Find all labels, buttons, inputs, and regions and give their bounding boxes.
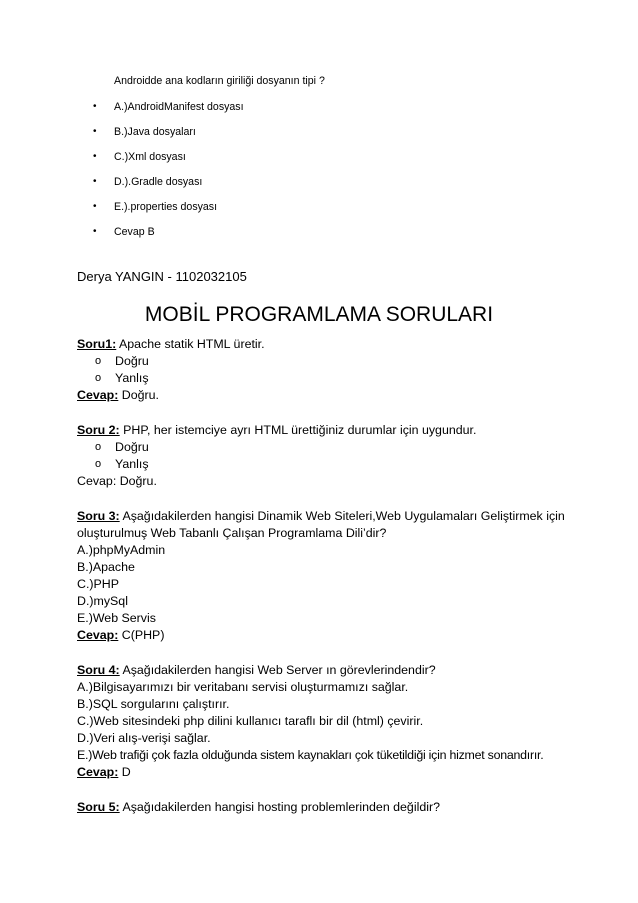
q2-answer: Cevap: Doğru.	[77, 474, 157, 488]
q4-option-e: E.)Web trafiği çok fazla olduğunda sistem kaynakları çok tüketildiği için hizmet sonandırır.	[77, 748, 544, 762]
question-text: PHP, her istemciye ayrı HTML ürettiğiniz durumlar için uygundur.	[119, 423, 477, 437]
circle-bullet-icon: o	[95, 355, 102, 367]
author-line: Derya YANGIN - 1102032105	[77, 269, 247, 284]
q2-option-2: Yanlış	[115, 457, 149, 471]
q4-option-c: C.)Web sitesindeki php dilini kullanıcı taraflı bir dil (html) çevirir.	[77, 714, 424, 728]
question-label: Soru 2:	[77, 423, 120, 437]
question-3	[77, 508, 565, 524]
q3-option-b: B.)Apache	[77, 560, 135, 574]
question-text: Aşağıdakilerden hangisi Web Server ın görevlerindendir?	[119, 663, 436, 677]
bullet-icon: •	[93, 226, 97, 237]
answer-label: Cevap:	[77, 628, 119, 642]
top-question-text: Androidde ana kodların giriliği dosyanın tipi ?	[114, 75, 325, 87]
q1-option-1: Doğru	[115, 354, 149, 368]
question-label: Soru1:	[77, 337, 117, 351]
question-2	[77, 422, 476, 438]
question-5	[77, 799, 440, 815]
question-label: Soru 3:	[77, 509, 120, 523]
q3-option-a: A.)phpMyAdmin	[77, 543, 166, 557]
circle-bullet-icon: o	[95, 372, 102, 384]
bullet-icon: •	[93, 151, 97, 162]
circle-bullet-icon: o	[95, 458, 102, 470]
answer-text: D	[118, 765, 131, 779]
q4-answer	[77, 764, 131, 780]
question-label: Soru 4:	[77, 663, 120, 677]
question-text: Aşağıdakilerden hangisi hosting problemlerinden değildir?	[119, 800, 440, 814]
circle-bullet-icon: o	[95, 441, 102, 453]
top-option-b: B.)Java dosyaları	[114, 126, 196, 138]
question-1	[77, 336, 265, 352]
bullet-icon: •	[93, 101, 97, 112]
document-title: MOBİL PROGRAMLAMA SORULARI	[144, 303, 494, 326]
q3-option-c: C.)PHP	[77, 577, 119, 591]
answer-label: Cevap:	[77, 765, 119, 779]
answer-text: Doğru.	[118, 388, 159, 402]
bullet-icon: •	[93, 201, 97, 212]
answer-label: Cevap:	[77, 388, 119, 402]
q2-option-1: Doğru	[115, 440, 149, 454]
q4-option-b: B.)SQL sorgularını çalıştırır.	[77, 697, 230, 711]
top-option-d: D.).Gradle dosyası	[114, 176, 203, 188]
q1-option-2: Yanlış	[115, 371, 149, 385]
q1-answer	[77, 387, 159, 403]
q3-answer	[77, 627, 164, 643]
bullet-icon: •	[93, 176, 97, 187]
top-option-c: C.)Xml dosyası	[114, 151, 186, 163]
top-option-a: A.)AndroidManifest dosyası	[114, 101, 244, 113]
bullet-icon: •	[93, 126, 97, 137]
top-option-e: E.).properties dosyası	[114, 201, 218, 213]
q4-option-a: A.)Bilgisayarımızı bir veritabanı servisi oluşturmamızı sağlar.	[77, 680, 409, 694]
question-3-line-2: oluşturulmuş Web Tabanlı Çalışan Programlama Dili’dir?	[77, 526, 387, 540]
question-text: Aşağıdakilerden hangisi Dinamik Web Siteleri,Web Uygulamaları Geliştirmek için	[119, 509, 565, 523]
question-text: Apache statik HTML üretir.	[116, 337, 265, 351]
q4-option-d: D.)Veri alış-verişi sağlar.	[77, 731, 211, 745]
q3-option-d: D.)mySql	[77, 594, 128, 608]
q3-option-e: E.)Web Servis	[77, 611, 156, 625]
question-label: Soru 5:	[77, 800, 120, 814]
top-answer: Cevap B	[114, 226, 155, 238]
question-4	[77, 662, 436, 678]
answer-text: C(PHP)	[118, 628, 165, 642]
